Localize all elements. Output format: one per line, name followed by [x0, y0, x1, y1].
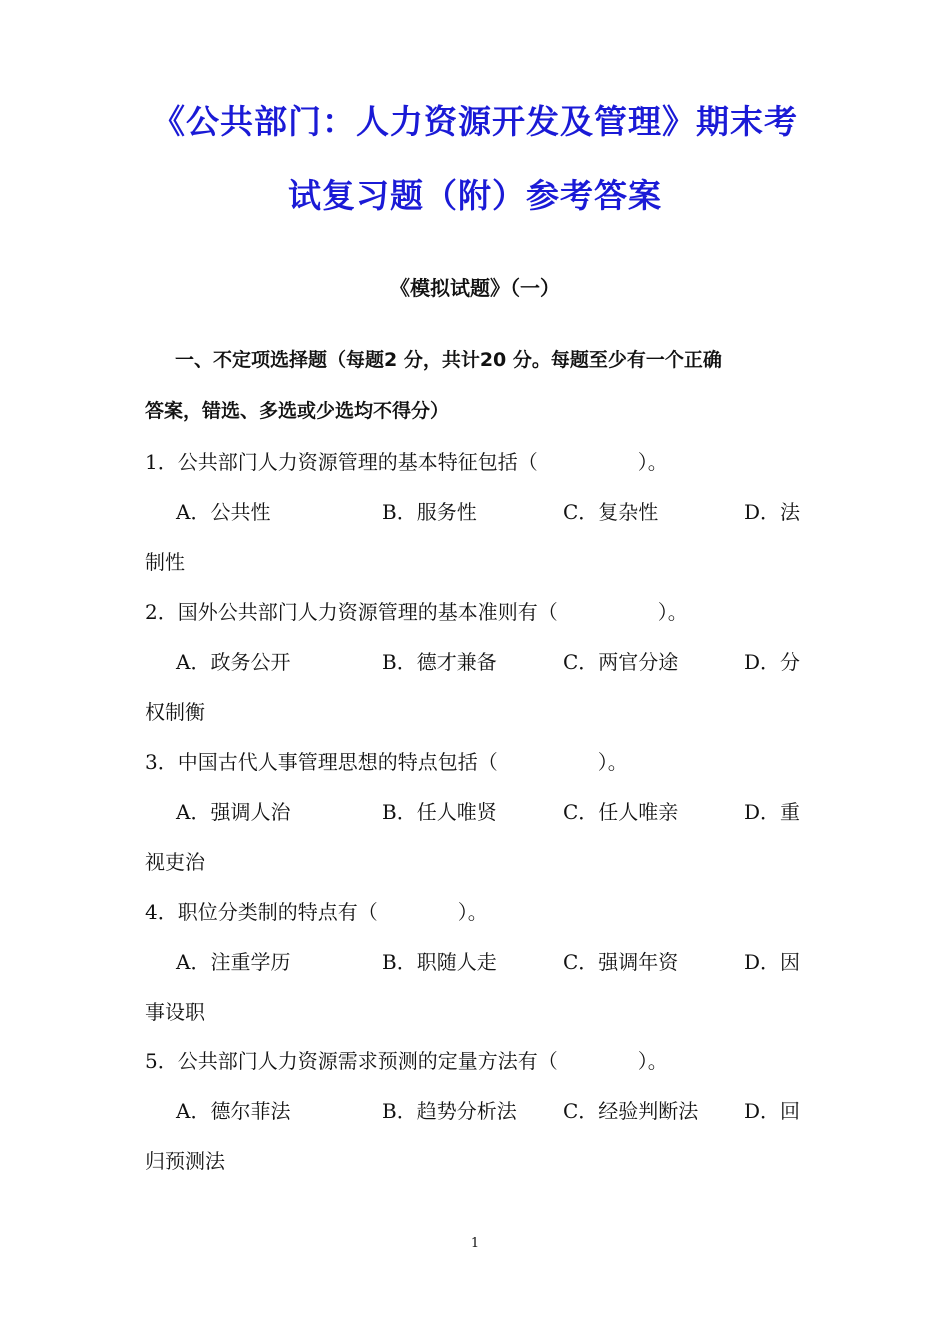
- option-c: C．任人唯亲: [563, 800, 679, 824]
- option-a: A．政务公开: [176, 650, 291, 674]
- document-title-line-2: 试复习题（附）参考答案: [288, 176, 662, 215]
- option-b: B．服务性: [382, 500, 477, 524]
- option-c: C．两官分途: [563, 650, 679, 674]
- question-stem: 1．公共部门人力资源管理的基本特征包括（ ）。: [145, 450, 668, 474]
- option-d: D．回: [744, 1099, 801, 1123]
- section-subtitle: 《模拟试题》（一）: [390, 276, 560, 300]
- instructions-line-1: 一、不定项选择题（每题2 分，共计20 分。每题至少有一个正确: [175, 349, 722, 371]
- option-a: A．德尔菲法: [176, 1099, 291, 1123]
- option-b: B．趋势分析法: [382, 1099, 517, 1123]
- option-b: B．德才兼备: [382, 650, 497, 674]
- question-stem: 3．中国古代人事管理思想的特点包括（ ）。: [145, 750, 628, 774]
- option-c: C．经验判断法: [563, 1099, 699, 1123]
- question-stem: 5．公共部门人力资源需求预测的定量方法有（ ）。: [145, 1049, 668, 1073]
- option-a: A．注重学历: [176, 950, 291, 974]
- option-d-continuation: 归预测法: [145, 1149, 225, 1173]
- instructions-line-2: 答案，错选、多选或少选均不得分）: [145, 400, 450, 422]
- option-d: D．分: [744, 650, 801, 674]
- question-stem: 2．国外公共部门人力资源管理的基本准则有（ ）。: [145, 600, 688, 624]
- option-c: C．强调年资: [563, 950, 679, 974]
- option-d: D．重: [744, 800, 801, 824]
- document-title-line-1: 《公共部门：人力资源开发及管理》期末考: [152, 102, 798, 141]
- option-c: C．复杂性: [563, 500, 659, 524]
- option-d: D．因: [744, 950, 801, 974]
- option-d-continuation: 权制衡: [145, 700, 205, 724]
- option-d-continuation: 视吏治: [145, 850, 205, 874]
- option-b: B．任人唯贤: [382, 800, 497, 824]
- option-a: A．公共性: [176, 500, 271, 524]
- option-d-continuation: 制性: [145, 550, 185, 574]
- option-a: A．强调人治: [176, 800, 291, 824]
- question-stem: 4．职位分类制的特点有（ ）。: [145, 900, 488, 924]
- option-b: B．职随人走: [382, 950, 497, 974]
- option-d-continuation: 事设职: [145, 1000, 205, 1024]
- page-number: 1: [470, 1236, 480, 1251]
- option-d: D．法: [744, 500, 801, 524]
